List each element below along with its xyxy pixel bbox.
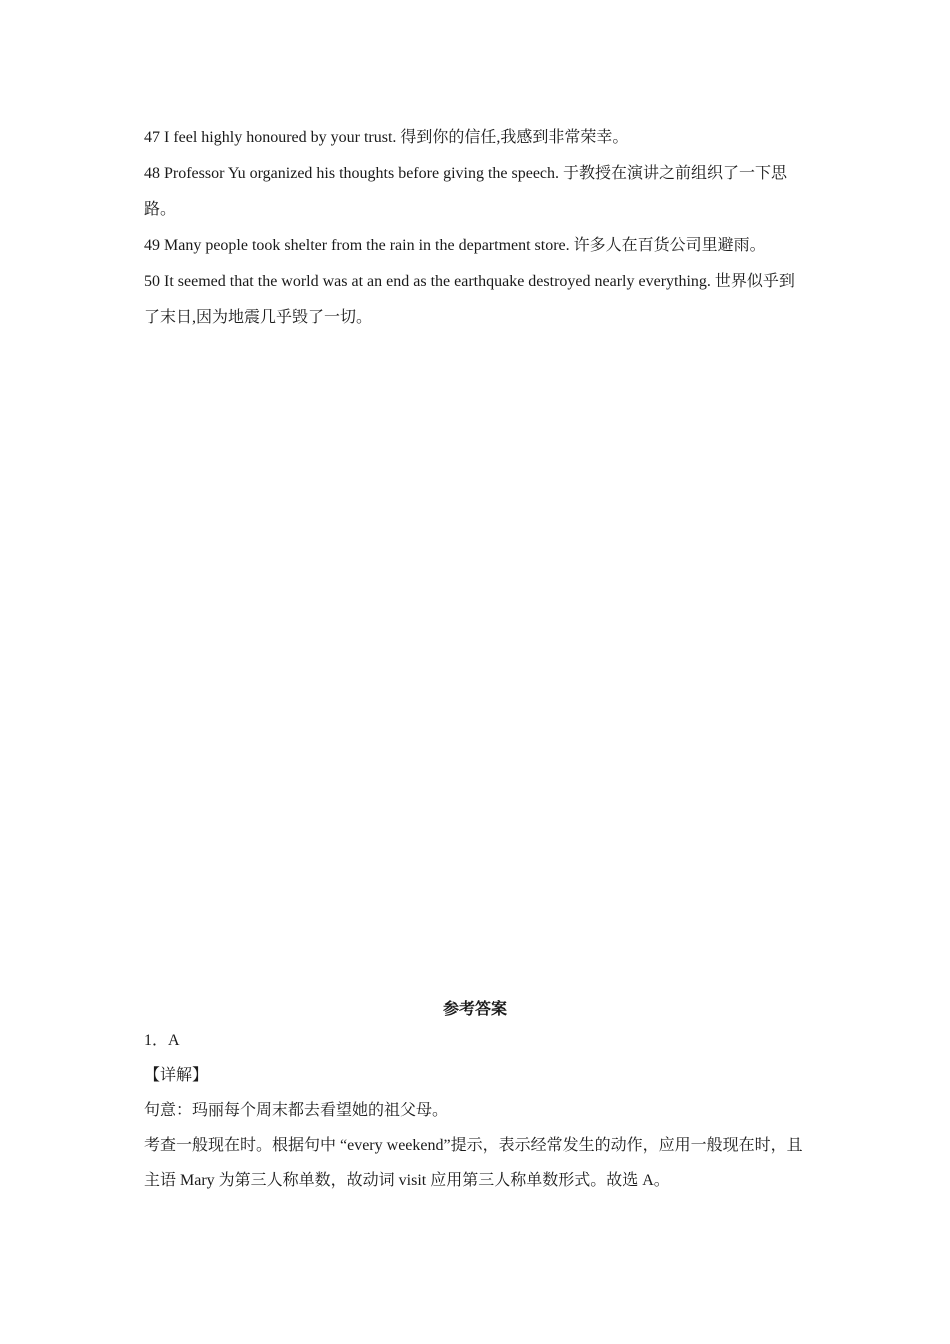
sentence-48: 48 Professor Yu organized his thoughts before giving the speech. 于教授在演讲之前组织了一下思路。: [144, 165, 788, 218]
answer-key-section: [144, 1023, 810, 1198]
sentence-49: 49 Many people took shelter from the rain in the department store. 许多人在百货公司里避雨。: [144, 237, 766, 254]
answer-item-1: 1．A: [144, 1032, 180, 1049]
answer-key-heading: 参考答案: [442, 1001, 507, 1018]
detail-label: 【详解】: [144, 1067, 209, 1084]
sentence-47: 47 I feel highly honoured by your trust. 得到你的信任,我感到非常荣幸。: [144, 129, 629, 146]
translation-sentences: [144, 120, 810, 336]
grammar-explanation: 考查一般现在时。根据句中 “every weekend”提示，表示经常发生的动作，应用一般现在时，且主语 Mary 为第三人称单数，故动词 visit 应用第三人称单数形式。故选 A。: [144, 1137, 803, 1189]
sentence-meaning: 句意：玛丽每个周末都去看望她的祖父母。: [144, 1102, 449, 1119]
sentence-50: 50 It seemed that the world was at an end as the earthquake destroyed nearly everything. 世界似乎到了末日,因为地震几乎毁了一切。: [144, 273, 795, 326]
